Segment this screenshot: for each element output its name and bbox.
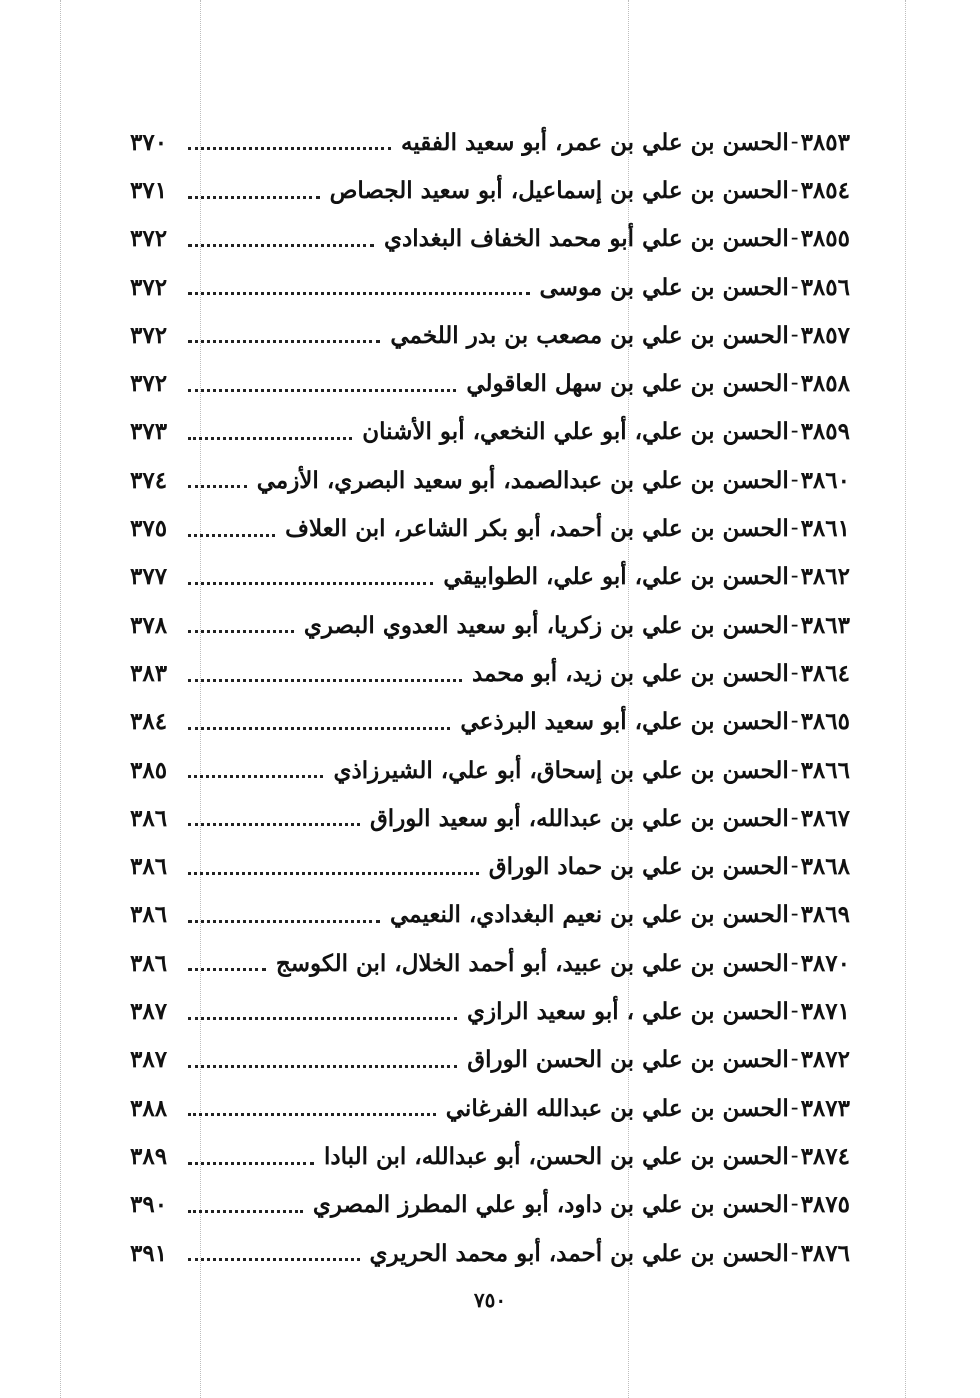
dot-leader [188, 775, 323, 778]
entry-page-number: ٣٨٣ [130, 659, 168, 687]
entry-title: الحسن بن علي ، أبو سعيد الرازي [466, 998, 789, 1026]
dot-leader [188, 437, 352, 440]
dot-leader [188, 1210, 303, 1213]
dot-leader [188, 1113, 436, 1116]
entry-title: الحسن بن علي بن الحسن، أبو عبدالله، ابن البادا [323, 1142, 789, 1170]
entry-number: ٣٨٦٦ [800, 756, 850, 784]
entry-title: الحسن بن علي بن زيد، أبو محمد [471, 659, 789, 687]
entry-title: الحسن بن علي بن إسماعيل، أبو سعيد الجصاص [329, 177, 789, 204]
entry-separator: - [790, 853, 799, 880]
dot-leader [188, 1017, 457, 1020]
dot-leader [188, 292, 530, 295]
entry-separator: - [790, 1094, 799, 1121]
entry-number: ٣٨٦٥ [800, 708, 850, 736]
entry-number: ٣٨٧٠ [800, 949, 850, 977]
entry-number: ٣٨٥٣ [800, 128, 850, 156]
scan-guide-line [60, 0, 61, 1398]
entry-page-number: ٣٩٠ [130, 1191, 168, 1219]
dot-leader [188, 582, 433, 585]
entry-title: الحسن بن علي بن حماد الوراق [488, 853, 789, 881]
entry-title: الحسن بن علي بن عبدالصمد، أبو سعيد البصري، الأزمي [256, 466, 789, 494]
entry-page-number: ٣٨٦ [130, 853, 168, 881]
entry-number: ٣٨٦٣ [800, 611, 850, 639]
entry-page-number: ٣٨٦ [130, 949, 168, 977]
toc-entry [130, 688, 850, 736]
entry-separator: - [790, 1239, 799, 1266]
dot-leader [188, 679, 462, 682]
entry-separator: - [790, 370, 799, 397]
entry-page-number: ٣٨٨ [130, 1094, 168, 1122]
entry-number: ٣٨٦٩ [800, 901, 850, 929]
entry-page-number: ٣٨٤ [130, 708, 168, 736]
entry-number: ٣٨٧٢ [800, 1046, 850, 1074]
entry-number: ٣٨٥٩ [800, 418, 850, 446]
entry-title: الحسن بن علي بن الحسن الوراق [467, 1046, 789, 1074]
entry-number: ٣٨٦٤ [800, 659, 850, 687]
entry-number: ٣٨٦١ [800, 515, 850, 543]
dot-leader [188, 968, 266, 971]
entry-separator: - [790, 418, 799, 445]
dot-leader [188, 920, 380, 923]
entry-page-number: ٣٩١ [130, 1239, 168, 1267]
toc-entry [130, 156, 850, 204]
toc-entry [130, 108, 850, 156]
toc-entry [130, 1122, 850, 1170]
dot-leader [188, 727, 450, 730]
entry-page-number: ٣٧٢ [130, 370, 168, 398]
entry-title: الحسن بن علي بن عبدالله، أبو سعيد الوراق [369, 804, 789, 832]
entry-page-number: ٣٧٣ [130, 418, 168, 446]
dot-leader [188, 534, 275, 537]
entry-page-number: ٣٨٩ [130, 1142, 168, 1170]
entry-title: الحسن بن علي، أبو علي النخعي، أبو الأشنان [362, 418, 789, 446]
entry-page-number: ٣٧٠ [130, 128, 168, 156]
dot-leader [188, 340, 380, 343]
entry-separator: - [790, 515, 799, 542]
toc-entry [130, 591, 850, 639]
dot-leader [188, 244, 374, 247]
toc-entry [130, 977, 850, 1025]
toc-entry [130, 543, 850, 591]
entry-title: الحسن بن علي بن سهل العاقولي [466, 370, 789, 398]
entry-number: ٣٨٧٦ [800, 1239, 850, 1267]
entry-page-number: ٣٧٢ [130, 225, 168, 253]
toc-entry [130, 639, 850, 687]
entry-page-number: ٣٧٧ [130, 563, 168, 591]
toc-entry [130, 301, 850, 349]
entry-page-number: ٣٧٢ [130, 321, 168, 349]
toc-entry [130, 398, 850, 446]
entry-number: ٣٨٦٠ [800, 466, 850, 494]
entry-title: الحسن بن علي بن عبيد، أبو أحمد الخلال، ابن الكوسج [275, 949, 789, 977]
entry-number: ٣٨٦٨ [800, 853, 850, 881]
dot-leader [188, 1162, 314, 1165]
entry-page-number: ٣٧١ [130, 177, 168, 204]
entry-separator: - [790, 177, 799, 203]
entry-separator: - [790, 225, 799, 252]
entry-separator: - [790, 708, 799, 735]
toc-entry [130, 205, 850, 253]
entry-title: الحسن بن علي بن إسحاق، أبو علي، الشيرزاذي [333, 756, 789, 784]
entry-separator: - [790, 611, 799, 638]
dot-leader [188, 485, 247, 488]
toc-entry [130, 881, 850, 929]
toc-entry [130, 446, 850, 494]
entry-number: ٣٨٧٤ [800, 1142, 850, 1170]
dot-leader [188, 1258, 360, 1261]
entry-number: ٣٨٥٨ [800, 370, 850, 398]
toc-entry [130, 349, 850, 397]
entry-title: الحسن بن علي بن زكريا، أبو سعيد العدوي البصري [303, 611, 789, 639]
dot-leader [188, 823, 360, 826]
dot-leader [188, 147, 391, 150]
entry-page-number: ٣٨٧ [130, 998, 168, 1026]
toc-entry [130, 784, 850, 832]
entry-number: ٣٨٥٤ [800, 177, 850, 204]
toc-entry [130, 1219, 850, 1267]
entry-page-number: ٣٧٨ [130, 611, 168, 639]
entry-separator: - [790, 949, 799, 976]
toc-entry [130, 736, 850, 784]
entry-title: الحسن بن علي بن أحمد، أبو محمد الحريري [369, 1239, 789, 1267]
entry-title: الحسن بن علي بن أحمد، أبو بكر الشاعر، ابن العلاف [285, 515, 789, 543]
entry-number: ٣٨٦٢ [800, 563, 850, 591]
entry-title: الحسن بن علي بن مصعب بن بدر اللخمي [390, 321, 789, 349]
entry-separator: - [790, 273, 799, 300]
entry-page-number: ٣٧٥ [130, 515, 168, 543]
entry-number: ٣٨٥٦ [800, 273, 850, 301]
dot-leader [188, 196, 320, 199]
entry-separator: - [790, 998, 799, 1025]
entry-separator: - [790, 563, 799, 590]
dot-leader [188, 1065, 457, 1068]
toc-entry [130, 1074, 850, 1122]
entry-separator: - [790, 659, 799, 686]
entry-title: الحسن بن علي أبو محمد الخفاف البغدادي [383, 225, 789, 253]
entry-separator: - [790, 321, 799, 348]
entry-page-number: ٣٨٥ [130, 756, 168, 784]
table-of-contents [130, 108, 850, 1267]
entry-number: ٣٨٦٧ [800, 804, 850, 832]
entry-page-number: ٣٧٢ [130, 273, 168, 301]
entry-number: ٣٨٥٧ [800, 321, 850, 349]
dot-leader [188, 389, 456, 392]
page-number-footer: ٧٥٠ [473, 1288, 507, 1312]
entry-title: الحسن بن علي بن داود، أبو علي المطرز المصري [312, 1191, 789, 1219]
entry-separator: - [790, 1142, 799, 1169]
entry-separator: - [790, 466, 799, 493]
toc-entry [130, 1171, 850, 1219]
dot-leader [188, 630, 294, 633]
entry-number: ٣٨٧١ [800, 998, 850, 1026]
entry-title: الحسن بن علي، أبو سعيد البرذعي [460, 708, 789, 736]
entry-page-number: ٣٨٦ [130, 804, 168, 832]
entry-separator: - [790, 804, 799, 831]
entry-number: ٣٨٥٥ [800, 225, 850, 253]
entry-title: الحسن بن علي، أبو علي، الطوابيقي [443, 563, 789, 591]
toc-entry [130, 929, 850, 977]
dot-leader [188, 872, 479, 875]
entry-page-number: ٣٨٦ [130, 901, 168, 929]
entry-title: الحسن بن علي بن عمر، أبو سعيد الفقيه [401, 128, 789, 156]
entry-separator: - [790, 1046, 799, 1073]
entry-title: الحسن بن علي بن عبدالله الفرغاني [445, 1094, 789, 1122]
entry-page-number: ٣٧٤ [130, 466, 168, 494]
entry-separator: - [790, 756, 799, 783]
entry-separator: - [790, 1191, 799, 1218]
entry-separator: - [790, 901, 799, 928]
entry-number: ٣٨٧٣ [800, 1094, 850, 1122]
toc-entry [130, 832, 850, 880]
toc-entry [130, 1026, 850, 1074]
entry-title: الحسن بن علي بن موسى [539, 273, 789, 301]
entry-title: الحسن بن علي بن نعيم البغدادي، النعيمي [390, 901, 789, 929]
toc-entry [130, 494, 850, 542]
scan-guide-line [905, 0, 906, 1398]
toc-entry [130, 253, 850, 301]
entry-number: ٣٨٧٥ [800, 1191, 850, 1219]
entry-page-number: ٣٨٧ [130, 1046, 168, 1074]
entry-separator: - [790, 128, 799, 155]
